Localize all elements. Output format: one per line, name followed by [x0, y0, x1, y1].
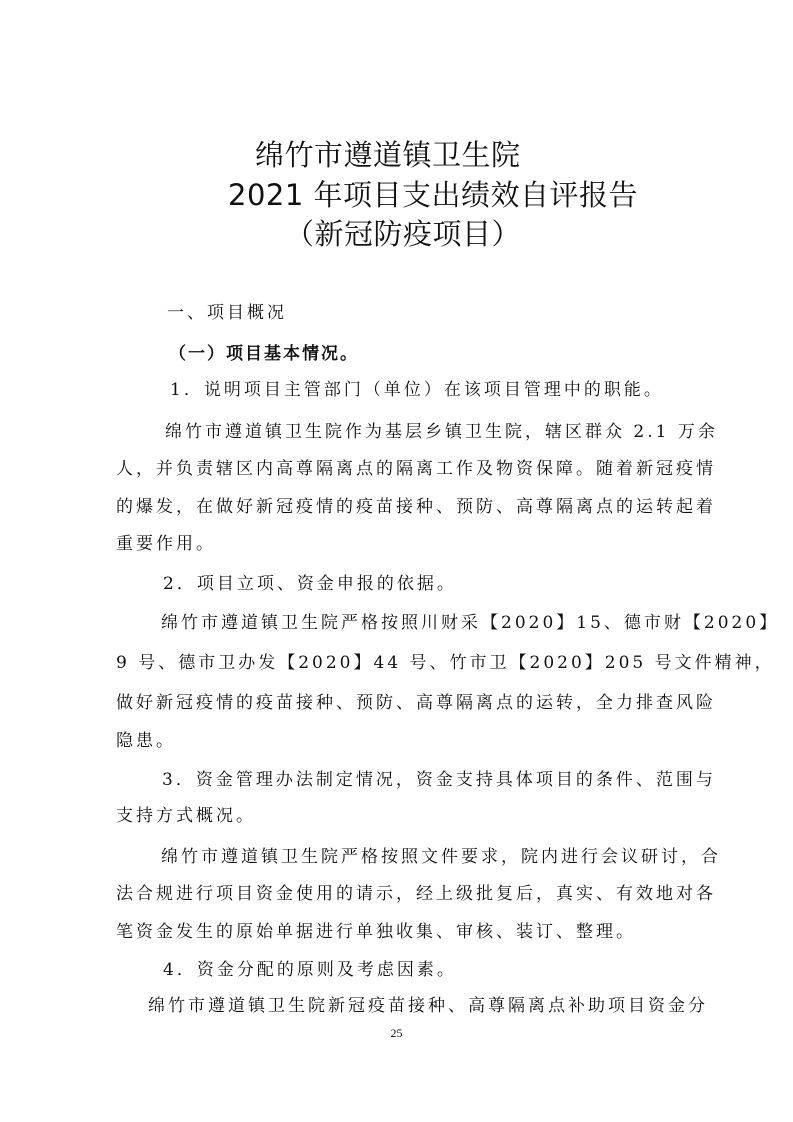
paragraph-line: 绵竹市遵道镇卫生院严格按照文件要求，院内进行会议研讨，合: [161, 847, 721, 867]
paragraph-line: 9 号、德市卫办发【2020】44 号、竹市卫【2020】205 号文件精神，: [116, 653, 775, 673]
item-heading: 1．说明项目主管部门（单位）在该项目管理中的职能。: [170, 380, 664, 400]
title-line-1: 绵竹市遵道镇卫生院: [255, 138, 521, 172]
paragraph-line: 绵竹市遵道镇卫生院严格按照川财采【2020】15、德市财【2020】: [161, 613, 780, 633]
paragraph-line: 法合规进行项目资金使用的请示，经上级批复后，真实、有效地对各: [116, 884, 716, 904]
paragraph-line: 的爆发，在做好新冠疫情的疫苗接种、预防、高尊隔离点的运转起着: [116, 497, 716, 517]
paragraph-line: 重要作用。: [116, 534, 216, 554]
item-heading: 3．资金管理办法制定情况，资金支持具体项目的条件、范围与: [162, 770, 716, 790]
page-number: 25: [390, 1026, 403, 1040]
item-heading: 4．资金分配的原则及考虑因素。: [163, 960, 457, 980]
item-heading: 支持方式概况。: [116, 806, 256, 826]
paragraph-line: 笔资金发生的原始单据进行单独收集、审核、装订、整理。: [116, 922, 636, 942]
section-heading: 一、项目概况: [167, 303, 287, 323]
paragraph-line: 人，并负责辖区内高尊隔离点的隔离工作及物资保障。随着新冠疫情: [116, 459, 716, 479]
paragraph-line: 做好新冠疫情的疫苗接种、预防、高尊隔离点的运转，全力排查风险: [116, 693, 716, 713]
paragraph-line: 隐患。: [116, 731, 176, 751]
paragraph-line: 绵竹市遵道镇卫生院新冠疫苗接种、高尊隔离点补助项目资金分: [148, 996, 708, 1016]
title-line-3: （新冠防疫项目）: [285, 217, 522, 251]
subsection-heading: （一）项目基本情况。: [169, 344, 359, 364]
item-heading: 2．项目立项、资金申报的依据。: [163, 574, 457, 594]
title-line-2: 2021 年项目支出绩效自评报告: [228, 178, 639, 212]
paragraph-line: 绵竹市遵道镇卫生院作为基层乡镇卫生院，辖区群众 2.1 万余: [165, 422, 718, 442]
